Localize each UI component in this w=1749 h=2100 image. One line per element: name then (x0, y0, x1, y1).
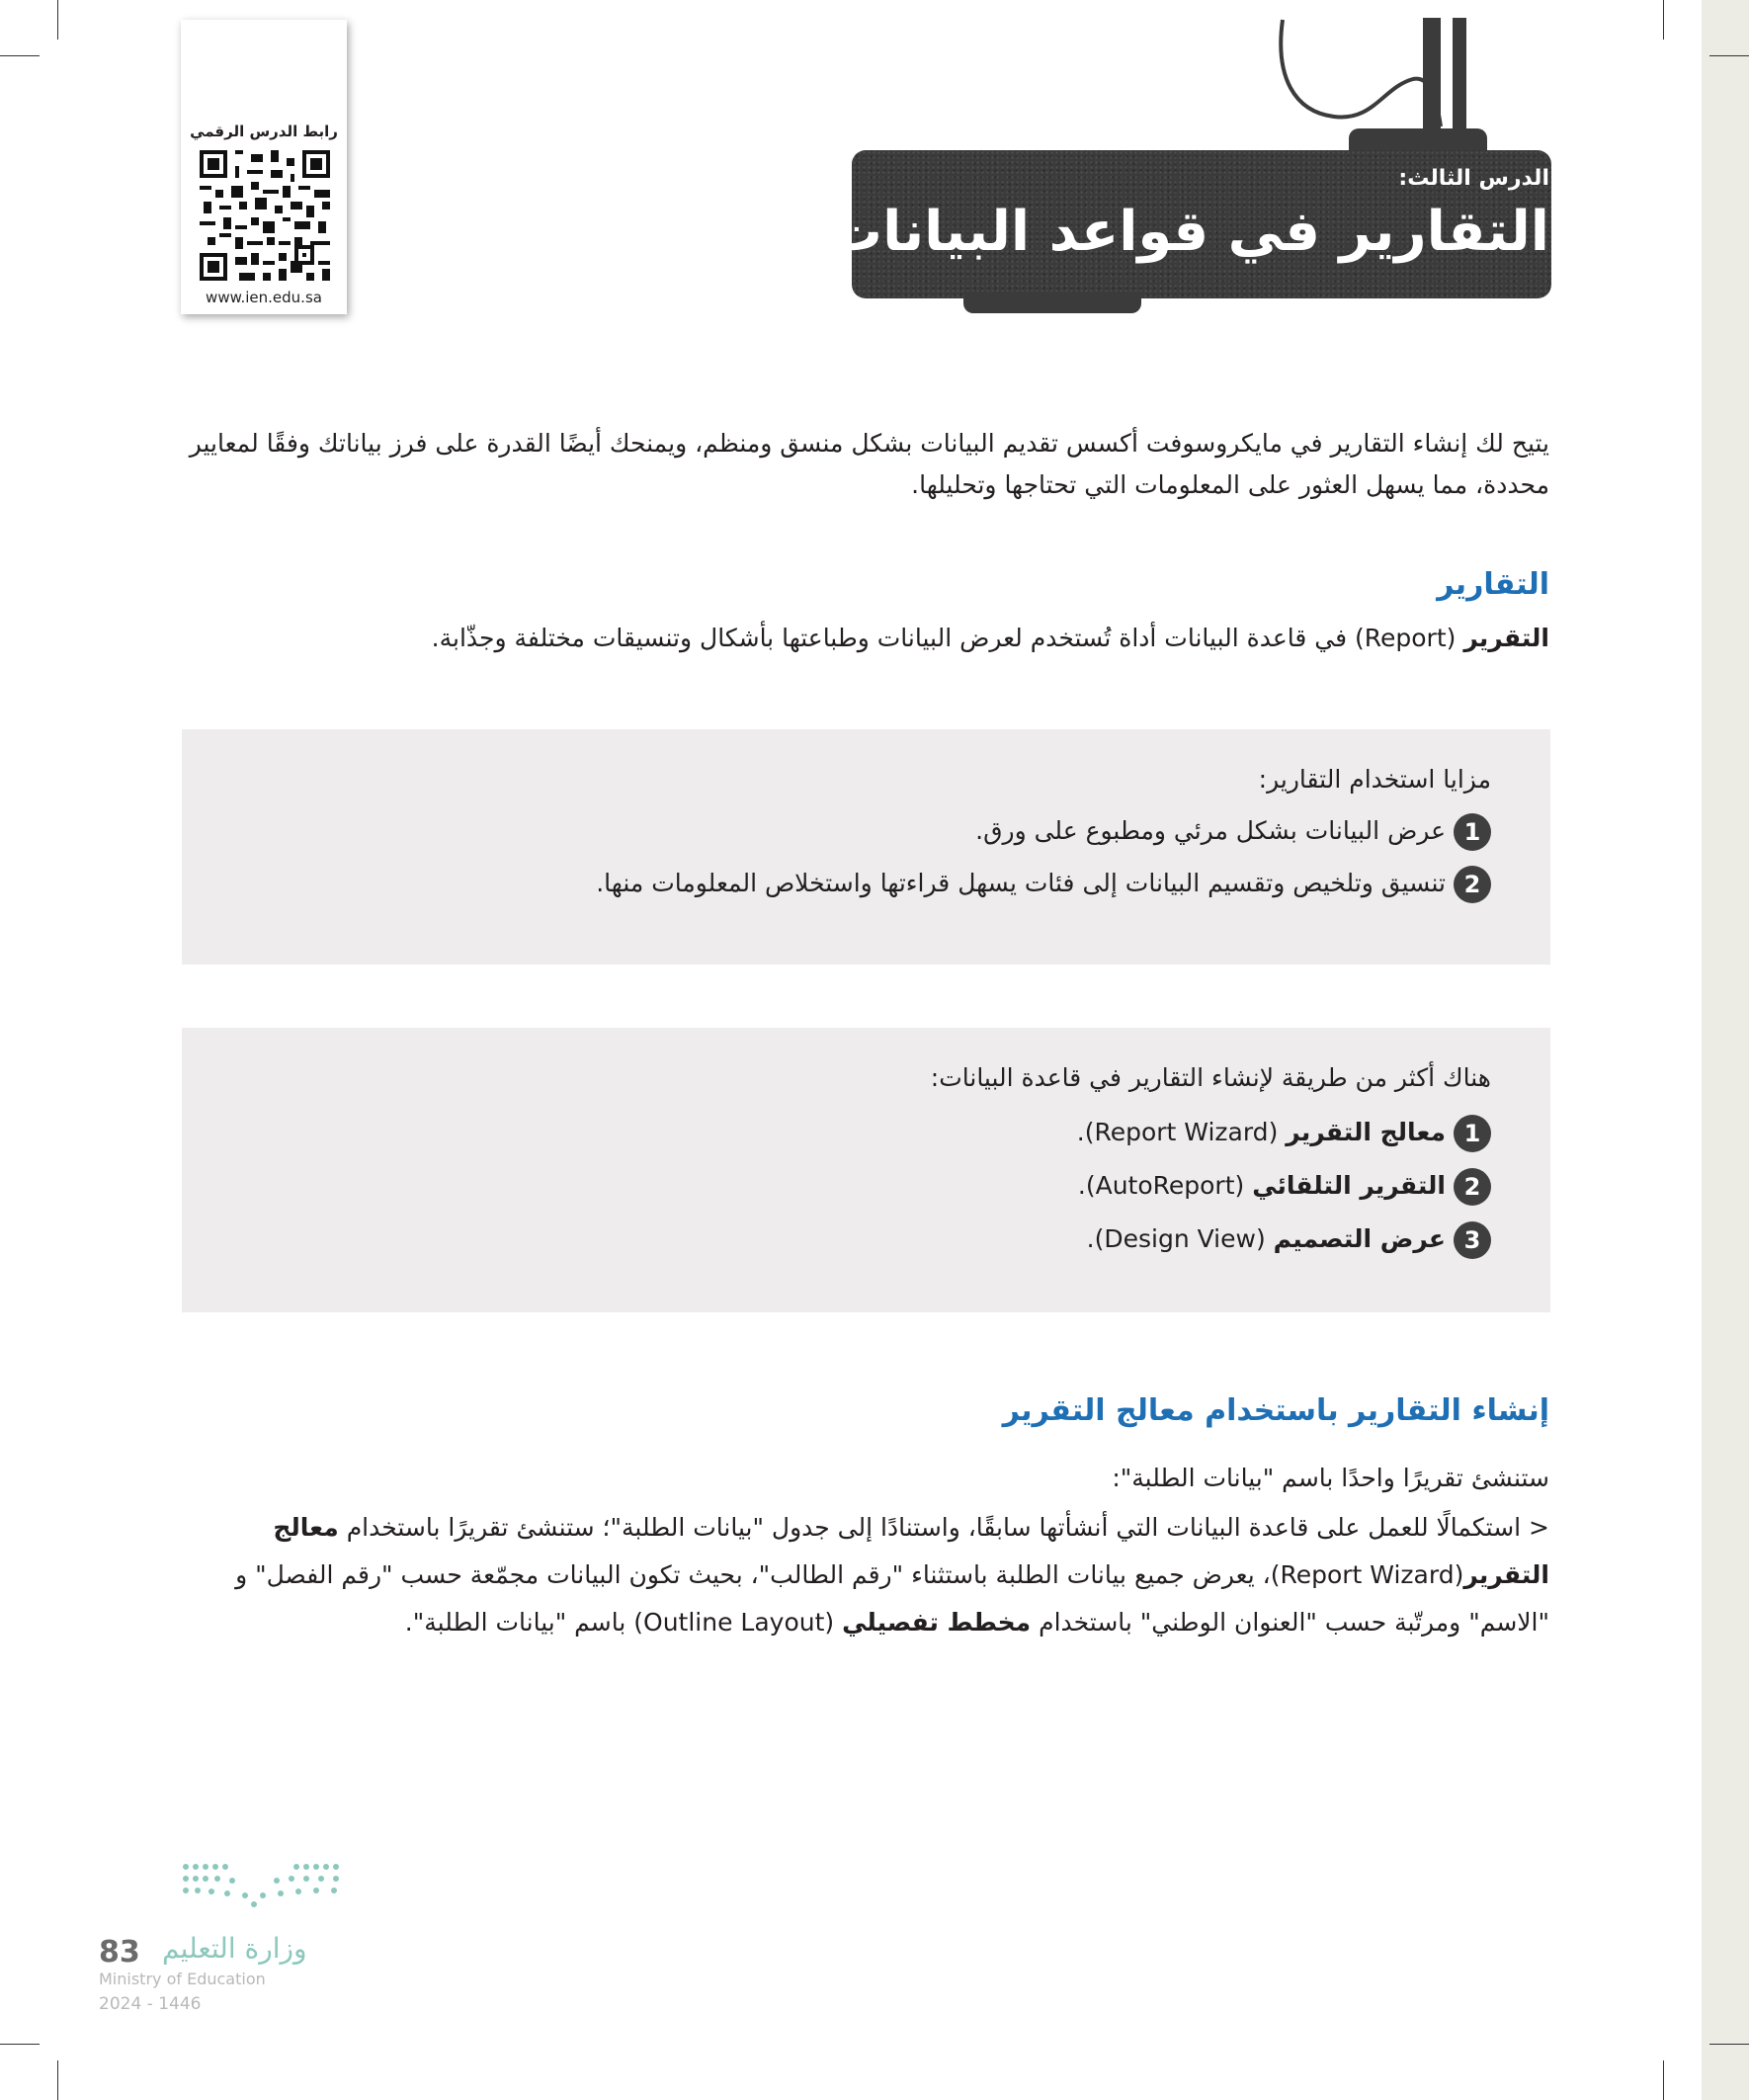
page-edge-strip (1702, 0, 1749, 2100)
qr-code-icon[interactable] (200, 150, 330, 281)
crop-mark (0, 2044, 40, 2045)
method-english: (Design View). (1086, 1224, 1274, 1253)
task-text: (Report Wizard)، يعرض جميع بيانات الطلبة باستثناء "رقم الطالب"، بحيث تكون البيانات مجمّعة حسب "رقم الفصل" و "الاسم" ومرتّبة حسب "العنوان الوطني" باستخدام (235, 1560, 1549, 1637)
crop-mark (1709, 55, 1749, 56)
report-definition (181, 617, 1549, 660)
crop-mark (1709, 2044, 1749, 2045)
task-text: استكمالًا للعمل على قاعدة البيانات التي أنشأتها سابقًا، واستنادًا إلى جدول "بيانات الطلبة"؛ ستنشئ تقريرًا باستخدام (338, 1513, 1530, 1542)
benefits-box (182, 729, 1550, 965)
banner-foot (963, 292, 1141, 313)
benefit-text: تنسيق وتلخيص وتقسيم البيانات إلى فئات يسهل قراءتها واستخلاص المعلومات منها. (596, 869, 1446, 897)
number-badge-icon: 1 (1454, 813, 1491, 851)
wizard-task (181, 1504, 1549, 1646)
benefit-item (596, 866, 1491, 903)
task-bold-term: معالج التقرير (273, 1513, 1549, 1589)
method-name: معالج التقرير (1286, 1118, 1446, 1146)
number-badge-icon: 2 (1454, 866, 1491, 903)
methods-title: هناك أكثر من طريقة لإنشاء التقارير في قاعدة البيانات: (930, 1063, 1491, 1092)
lesson-number: الدرس الثالث: (1398, 166, 1549, 191)
edition-year: 2024 - 1446 (99, 1994, 202, 2014)
method-item (1078, 1168, 1491, 1206)
crop-mark (0, 55, 40, 56)
crop-mark (57, 2060, 58, 2100)
methods-box (182, 1028, 1550, 1312)
ministry-name-arabic: وزارة التعليم (162, 1932, 307, 1965)
method-english: (AutoReport). (1077, 1171, 1253, 1200)
crop-mark (1663, 2060, 1664, 2100)
ministry-name-english: Ministry of Education (99, 1970, 266, 1988)
method-item (1087, 1221, 1491, 1259)
report-term: التقرير (1463, 624, 1549, 652)
method-name: التقرير التلقائي (1252, 1171, 1446, 1200)
task-marker-icon: < (1529, 1513, 1549, 1542)
benefit-item (975, 813, 1491, 851)
lesson-title: التقارير في قواعد البيانات (826, 200, 1549, 264)
report-definition-text: (Report) في قاعدة البيانات أداة تُستخدم لعرض البيانات وطباعتها بأشكال وتنسيقات مختلفة وجذّابة. (431, 624, 1464, 652)
wizard-heading: إنشاء التقارير باستخدام معالج التقرير (1002, 1393, 1549, 1428)
method-item (1077, 1115, 1491, 1152)
benefit-text: عرض البيانات بشكل مرئي ومطبوع على ورق. (975, 816, 1446, 845)
qr-url[interactable]: www.ien.edu.sa (206, 289, 322, 306)
task-bold-term: مخطط تفصيلي (842, 1608, 1032, 1637)
number-badge-icon: 3 (1454, 1221, 1491, 1259)
qr-label: رابط الدرس الرقمي (190, 123, 338, 140)
crop-mark (1663, 0, 1664, 40)
number-badge-icon: 1 (1454, 1115, 1491, 1152)
reports-heading: التقارير (1437, 567, 1549, 602)
crop-mark (57, 0, 58, 40)
number-badge-icon: 2 (1454, 1168, 1491, 1206)
wizard-intro: ستنشئ تقريرًا واحدًا باسم "بيانات الطلبة": (1112, 1464, 1549, 1492)
task-text: (Outline Layout) باسم "بيانات الطلبة". (404, 1608, 843, 1637)
benefits-title: مزايا استخدام التقارير: (1258, 765, 1491, 794)
method-name: عرض التصميم (1273, 1224, 1446, 1253)
ministry-logo-icon (178, 1861, 351, 1908)
page-number: 83 (99, 1935, 140, 1970)
qr-card[interactable] (181, 20, 347, 314)
method-english: (Report Wizard). (1076, 1118, 1287, 1146)
intro-paragraph: يتيح لك إنشاء التقارير في مايكروسوفت أكسس تقديم البيانات بشكل منسق ومنظم، ويمنحك أيضًا القدرة على فرز بياناتك وفقًا لمعايير محددة، مما يسهل العثور على المعلومات التي تحتاجها وتحليلها. (189, 429, 1549, 499)
